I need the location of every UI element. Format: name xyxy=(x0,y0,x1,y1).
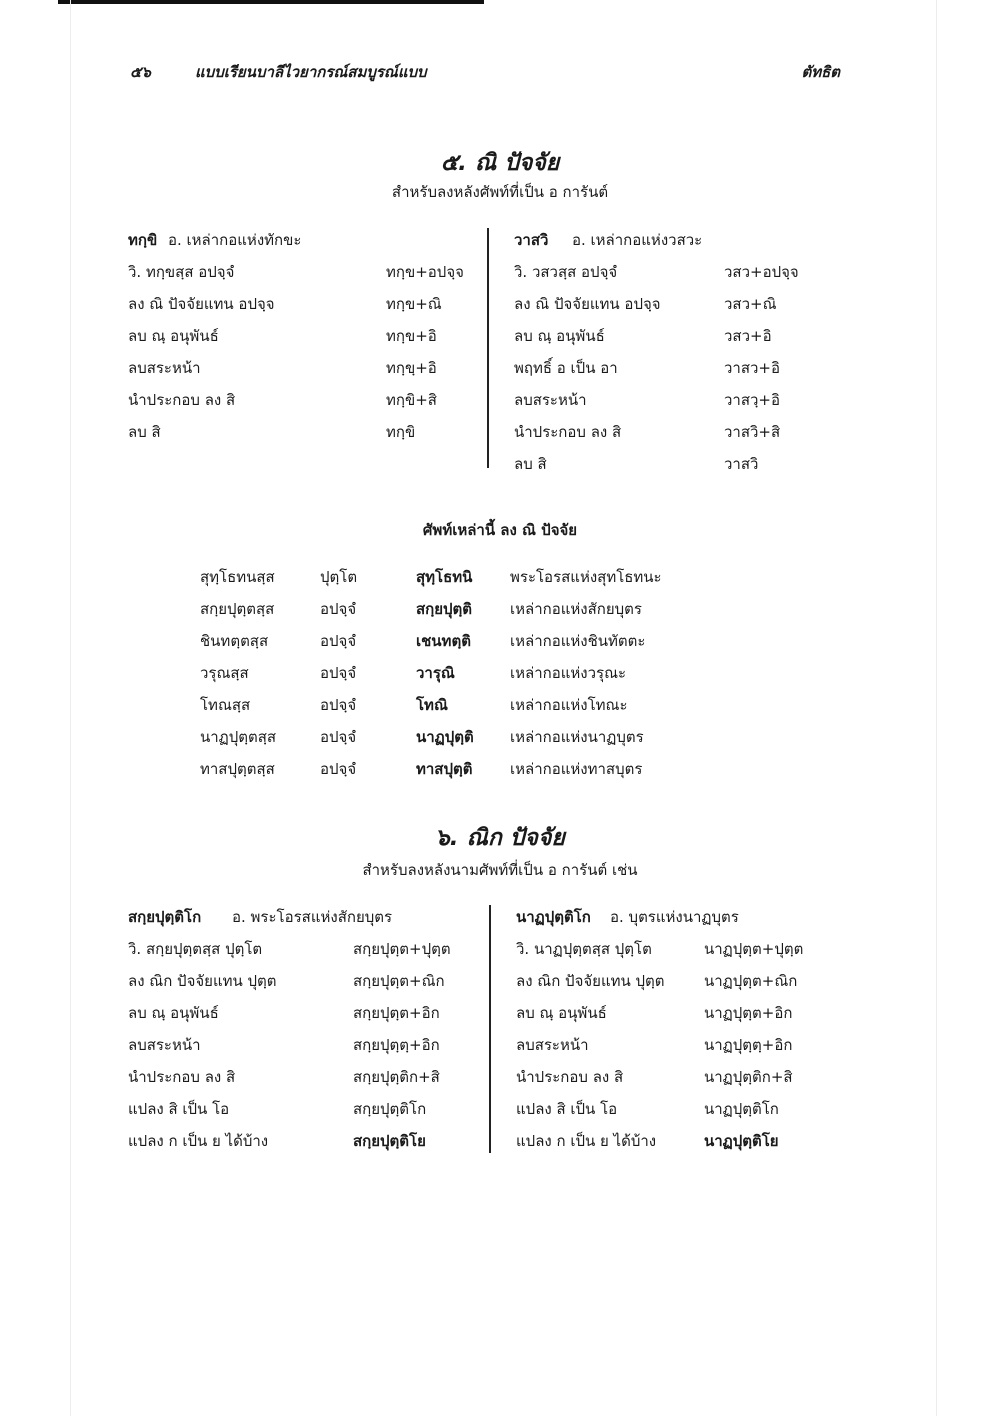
relation-word: อปจฺจํ xyxy=(320,760,357,778)
source-word: สกฺยปุตฺตสฺส xyxy=(200,600,275,618)
derivation-result: วาสวิ xyxy=(724,455,759,473)
derivation-step: ลบ ณฺ อนุพันธ์ xyxy=(516,1004,607,1022)
head-word: ทกฺขิ xyxy=(128,231,158,249)
book-title: แบบเรียนบาลีไวยากรณ์สมบูรณ์แบบ xyxy=(195,63,427,81)
derivation-step: ลบสระหน้า xyxy=(128,359,201,377)
derivation-step: ลบ ณฺ อนุพันธ์ xyxy=(128,1004,219,1022)
relation-word: อปจฺจํ xyxy=(320,600,357,618)
section1-subtitle: สำหรับลงหลังศัพท์ที่เป็น อ การันต์ xyxy=(391,183,609,201)
page-header xyxy=(130,60,840,90)
relation-word: อปจฺจํ xyxy=(320,696,357,714)
word-meaning: เหล่ากอแห่งวรุณะ xyxy=(510,664,627,682)
derivation-step: วิ. นาฏปุตฺตสฺส ปุตฺโต xyxy=(516,940,652,958)
derivation-step: นำประกอบ ลง สิ xyxy=(514,423,622,441)
derivation-result: ทกฺข+อิ xyxy=(386,327,437,345)
source-word: นาฏปุตฺตสฺส xyxy=(200,728,277,746)
derivation-result: สกฺยปุตฺต+อิก xyxy=(353,1004,440,1022)
derivation-result: ทกฺขฺ+อิ xyxy=(386,359,437,377)
head-word: วาสวิ xyxy=(514,231,549,249)
derivation-step: ลง ณิ ปัจจัยแทน อปจฺจ xyxy=(128,295,275,313)
derivation-step: นำประกอบ ลง สิ xyxy=(128,1068,236,1086)
relation-word: อปจฺจํ xyxy=(320,664,357,682)
head-meaning: อ. บุตรแห่งนาฏบุตร xyxy=(610,908,739,926)
derivation-step: แปลง สิ เป็น โอ xyxy=(128,1100,230,1118)
source-word: สุทฺโธทนสฺส xyxy=(200,568,275,586)
relation-word: อปจฺจํ xyxy=(320,728,357,746)
derivation-step: ลบ ณฺ อนุพันธ์ xyxy=(514,327,605,345)
derivation-result: สกฺยปุตฺตฺ+อิก xyxy=(353,1036,440,1054)
derived-word: ทาสปุตฺติ xyxy=(416,760,473,778)
page-number: ๕๖ xyxy=(130,63,151,81)
head-word: สกฺยปุตฺติโก xyxy=(128,908,202,926)
derivation-result: ทกฺข+ณิ xyxy=(386,295,442,313)
source-word: วรุณสฺส xyxy=(200,664,249,682)
head-meaning: อ. พระโอรสแห่งสักยบุตร xyxy=(232,908,393,926)
derivation-step: นำประกอบ ลง สิ xyxy=(128,391,236,409)
word-meaning: เหล่ากอแห่งชินทัตตะ xyxy=(510,632,646,650)
word-meaning: เหล่ากอแห่งนาฏบุตร xyxy=(510,728,644,746)
derived-word: สุทฺโธทนิ xyxy=(416,568,473,586)
derivation-result: นาฏปุตฺติโย xyxy=(704,1132,779,1150)
word-meaning: พระโอรสแห่งสุทโธทนะ xyxy=(510,568,662,586)
derivation-result: สกฺยปุตฺติโก xyxy=(353,1100,427,1118)
derived-word: สกฺยปุตฺติ xyxy=(416,600,473,618)
derivation-step: ลบ ณฺ อนุพันธ์ xyxy=(128,327,219,345)
section-word: ตัทธิต xyxy=(801,63,840,81)
derivation-step: ลง ณิก ปัจจัยแทน ปุตฺต xyxy=(128,972,277,990)
derivation-result: นาฏปุตฺต+ณิก xyxy=(704,972,798,990)
derivation-step: วิ. สกฺยปุตฺตสฺส ปุตฺโต xyxy=(128,940,263,958)
derivation-result: นาฏปุตฺติก+สิ xyxy=(704,1068,793,1086)
derivation-result: วาสวฺ+อิ xyxy=(724,391,781,409)
derivation-result: วสว+อปจฺจ xyxy=(724,263,799,281)
section1-title: ๕. ณิ ปัจจัย xyxy=(440,150,560,176)
derivation-step: ลง ณิก ปัจจัยแทน ปุตฺต xyxy=(516,972,665,990)
derivation-result: วาสวิ+สิ xyxy=(724,423,781,441)
head-meaning: อ. เหล่ากอแห่งทักขะ xyxy=(168,231,302,249)
derived-word: โทณิ xyxy=(416,696,448,714)
head-meaning: อ. เหล่ากอแห่งวสวะ xyxy=(572,231,703,249)
scan-right-edge xyxy=(936,0,937,1416)
derivation-result: สกฺยปุตฺติโย xyxy=(353,1132,426,1150)
derivation-result: นาฏปุตฺติโก xyxy=(704,1100,779,1118)
relation-word: อปจฺจํ xyxy=(320,632,357,650)
derivation-step: ลบสระหน้า xyxy=(514,391,587,409)
derivation-result: สกฺยปุตฺต+ณิก xyxy=(353,972,445,990)
derivation-step: ลบ สิ xyxy=(128,423,161,441)
derivation-result: ทกฺข+อปจฺจ xyxy=(386,263,464,281)
source-word: ทาสปุตฺตสฺส xyxy=(200,760,275,778)
derivation-result: สกฺยปุตฺต+ปุตฺต xyxy=(353,940,451,958)
derivation-result: ทกฺขิ xyxy=(386,423,416,441)
relation-word: ปุตฺโต xyxy=(320,568,358,586)
source-word: ชินทตฺตสฺส xyxy=(200,632,269,650)
column-divider xyxy=(489,905,491,1153)
derivation-result: นาฏปุตฺต+อิก xyxy=(704,1004,793,1022)
word-meaning: เหล่ากอแห่งสักยบุตร xyxy=(510,600,642,618)
derivation-step: วิ. ทกฺขสฺส อปจฺจํ xyxy=(128,263,235,281)
derivation-result: ทกฺขิ+สิ xyxy=(386,391,437,409)
word-meaning: เหล่ากอแห่งทาสบุตร xyxy=(510,760,643,778)
derivation-step: นำประกอบ ลง สิ xyxy=(516,1068,624,1086)
word-list-heading: ศัพท์เหล่านี้ ลง ณิ ปัจจัย xyxy=(422,521,578,539)
derivation-result: วสว+ณิ xyxy=(724,295,777,313)
derivation-result: วาสว+อิ xyxy=(724,359,781,377)
derivation-step: แปลง สิ เป็น โอ xyxy=(516,1100,618,1118)
derivation-step: ลบ สิ xyxy=(514,455,547,473)
scan-top-bar xyxy=(58,0,484,4)
source-word: โทณสฺส xyxy=(200,696,251,714)
scan-left-edge xyxy=(70,0,71,1416)
derived-word: เชนทตฺติ xyxy=(416,632,471,650)
derivation-step: พฤทธิ์ อ เป็น อา xyxy=(514,359,618,377)
derivation-step: แปลง ก เป็น ย ได้บ้าง xyxy=(128,1132,269,1150)
derivation-result: นาฏปุตฺต+ปุตฺต xyxy=(704,940,804,958)
head-word: นาฏปุตฺติโก xyxy=(516,908,591,926)
section2-title: ๖. ณิก ปัจจัย xyxy=(435,825,565,851)
derivation-step: ลง ณิ ปัจจัยแทน อปจฺจ xyxy=(514,295,661,313)
derivation-result: นาฏปุตฺตฺ+อิก xyxy=(704,1036,793,1054)
derived-word: วารุณิ xyxy=(416,664,455,682)
derivation-step: ลบสระหน้า xyxy=(516,1036,589,1054)
derivation-result: วสว+อิ xyxy=(724,327,772,345)
derivation-step: วิ. วสวสฺส อปจฺจํ xyxy=(514,263,618,281)
derivation-step: ลบสระหน้า xyxy=(128,1036,201,1054)
column-divider xyxy=(487,228,489,468)
derivation-step: แปลง ก เป็น ย ได้บ้าง xyxy=(516,1132,657,1150)
section2-subtitle: สำหรับลงหลังนามศัพท์ที่เป็น อ การันต์ เช่น xyxy=(362,861,638,879)
derivation-result: สกฺยปุตฺติก+สิ xyxy=(353,1068,440,1086)
word-meaning: เหล่ากอแห่งโทณะ xyxy=(510,696,628,714)
derived-word: นาฏปุตฺติ xyxy=(416,728,474,746)
